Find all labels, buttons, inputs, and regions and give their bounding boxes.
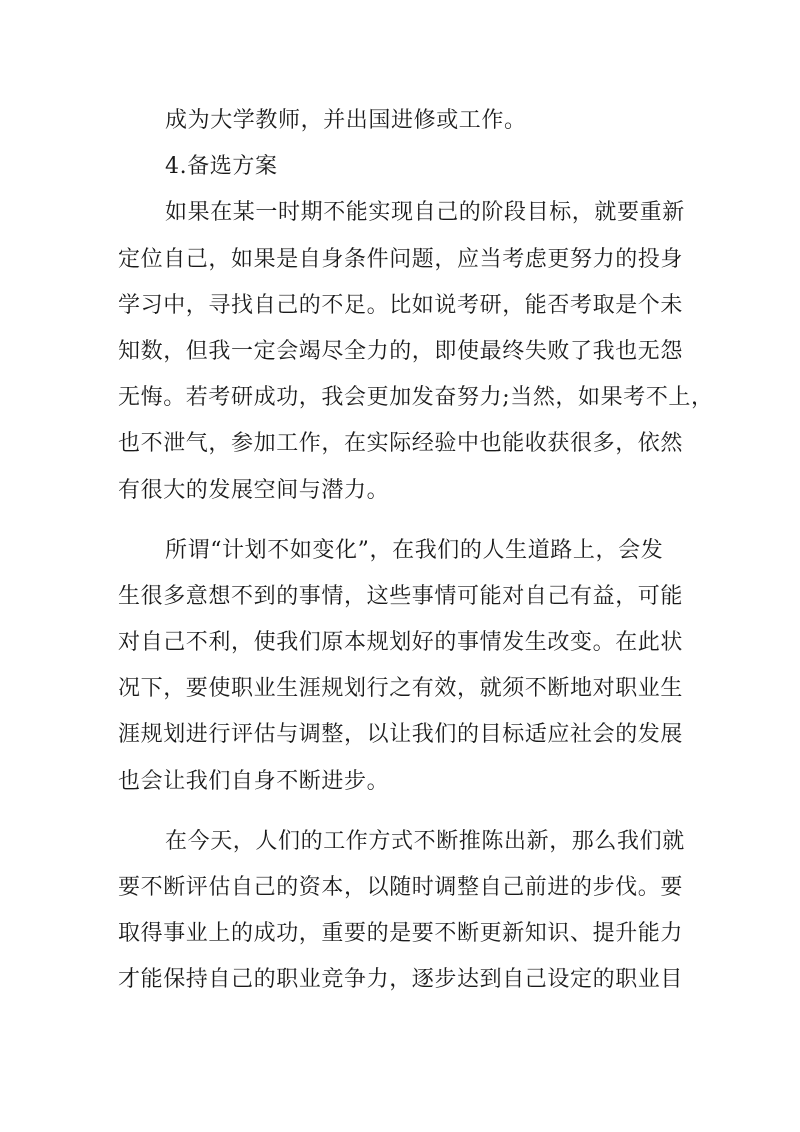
paragraph-line: 对自己不利，使我们原本规划好的事情发生改变。在此状 (118, 630, 684, 656)
paragraph-line: 学习中，寻找自己的不足。比如说考研，能否考取是个未 (118, 292, 684, 318)
paragraph-line: 也会让我们自身不断进步。 (118, 768, 390, 794)
document-body (118, 98, 714, 1004)
paragraph-line: 无悔。若考研成功，我会更加发奋努力;当然，如果考不上， (118, 385, 714, 411)
paragraph-gap (118, 805, 688, 819)
paragraph-line: 有很大的发展空间与潜力。 (118, 477, 390, 503)
paragraph-gap (118, 514, 688, 528)
paragraph-line: 涯规划进行评估与调整，以让我们的目标适应社会的发展 (118, 722, 684, 748)
paragraph-line: 要不断评估自己的资本，以随时调整自己前进的步伐。要 (118, 875, 684, 900)
paragraph-line: 才能保持自己的职业竞争力，逐步达到自己设定的职业目 (118, 967, 684, 993)
paragraph-line: 也不泄气，参加工作，在实际经验中也能收获很多，依然 (118, 431, 684, 457)
paragraph-line: 生很多意想不到的事情，这些事情可能对自己有益，可能 (118, 583, 684, 609)
paragraph-line: 定位自己，如果是自身条件问题，应当考虑更努力的投身 (118, 246, 684, 272)
paragraph-line: 所谓“计划不如变化”，在我们的人生道路上，会发 (165, 537, 664, 563)
paragraph-line: 取得事业上的成功，重要的是要不断更新知识、提升能力 (118, 921, 684, 947)
paragraph-line: 如果在某一时期不能实现自己的阶段目标，就要重新 (165, 200, 685, 226)
paragraph-line: 成为大学教师，并出国进修或工作。 (165, 108, 527, 133)
paragraph-line: 知数，但我一定会竭尽全力的，即使最终失败了我也无怨 (118, 338, 684, 364)
paragraph-line: 况下，要使职业生涯规划行之有效，就须不断地对职业生 (118, 676, 684, 702)
paragraph-line: 在今天，人们的工作方式不断推陈出新，那么我们就 (165, 828, 685, 854)
section-heading: 4.备选方案 (165, 154, 278, 180)
